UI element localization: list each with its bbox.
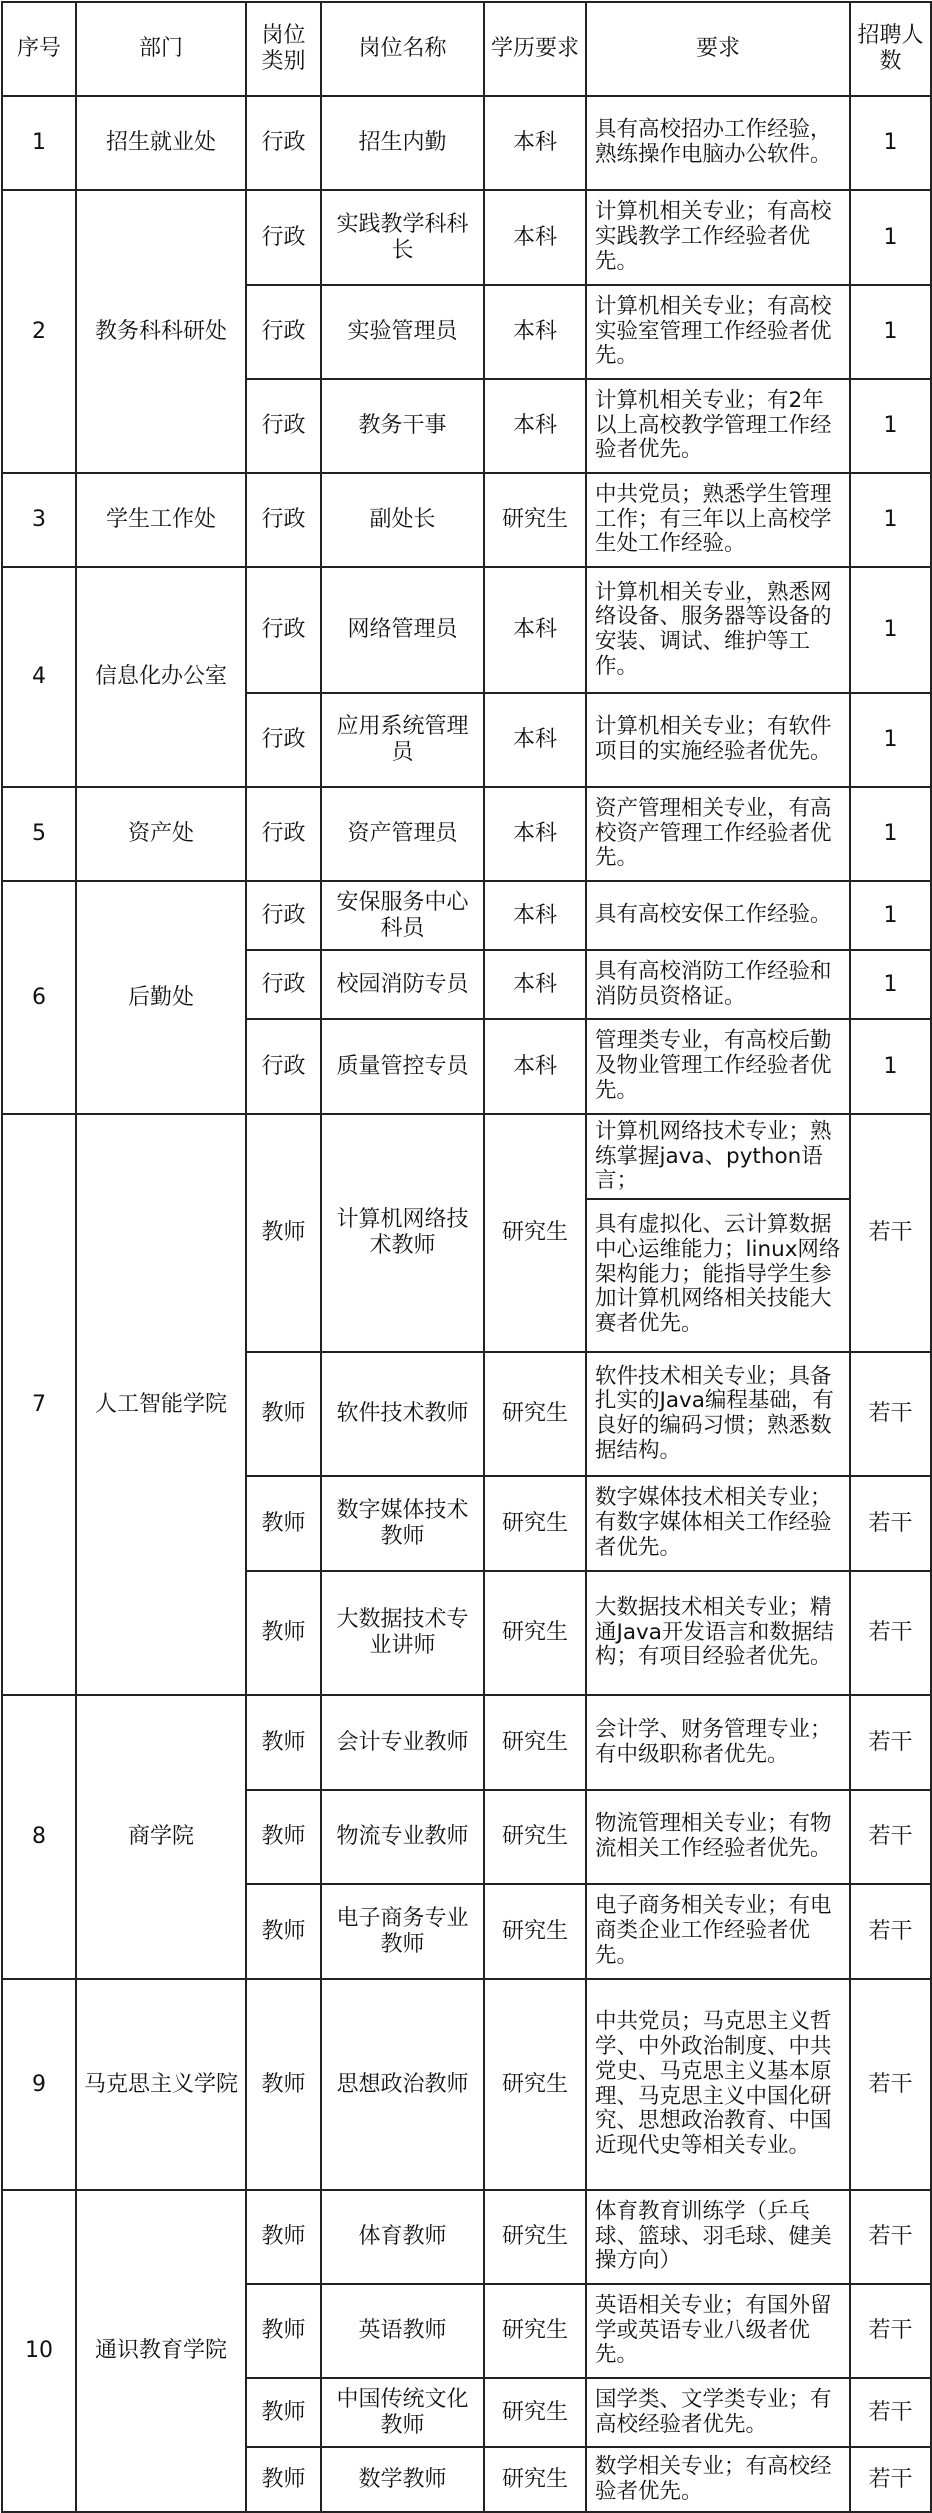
cell-category: 教师 [246, 2284, 321, 2378]
cell-position-name: 软件技术教师 [321, 1352, 484, 1476]
cell-headcount: 1 [850, 379, 931, 473]
cell-education: 研究生 [484, 2284, 586, 2378]
page [0, 1, 932, 2512]
cell-headcount: 1 [850, 285, 931, 379]
cell-position-name: 质量管控专员 [321, 1019, 484, 1114]
cell-education: 研究生 [484, 1884, 586, 1979]
cell-position-name: 数学教师 [321, 2447, 484, 2512]
cell-position-name: 网络管理员 [321, 567, 484, 693]
cell-requirements: 计算机相关专业；有软件项目的实施经验者优先。 [586, 693, 850, 787]
cell-requirements: 英语相关专业；有国外留学或英语专业八级者优先。 [586, 2284, 850, 2378]
cell-education: 研究生 [484, 1571, 586, 1695]
cell-seq: 8 [2, 1695, 76, 1979]
cell-dept: 通识教育学院 [76, 2190, 246, 2512]
cell-position-name: 思想政治教师 [321, 1979, 484, 2190]
cell-requirements: 物流管理相关专业；有物流相关工作经验者优先。 [586, 1790, 850, 1884]
header-category: 岗位类别 [246, 2, 321, 96]
cell-seq: 1 [2, 96, 76, 190]
cell-headcount: 若干 [850, 1695, 931, 1790]
cell-position-name: 副处长 [321, 473, 484, 567]
cell-category: 行政 [246, 190, 321, 285]
cell-education: 本科 [484, 693, 586, 787]
cell-education: 本科 [484, 950, 586, 1019]
cell-headcount: 1 [850, 473, 931, 567]
cell-category: 教师 [246, 1352, 321, 1476]
cell-seq: 3 [2, 473, 76, 567]
cell-dept: 招生就业处 [76, 96, 246, 190]
cell-education: 研究生 [484, 1114, 586, 1352]
cell-education: 研究生 [484, 2378, 586, 2447]
cell-category: 行政 [246, 1019, 321, 1114]
cell-dept: 教务科科研处 [76, 190, 246, 473]
cell-dept: 人工智能学院 [76, 1114, 246, 1695]
cell-requirements: 计算机相关专业；有高校实践教学工作经验者优先。 [586, 190, 850, 285]
cell-position-name: 电子商务专业教师 [321, 1884, 484, 1979]
cell-headcount: 1 [850, 96, 931, 190]
cell-headcount: 若干 [850, 1571, 931, 1695]
cell-position-name: 中国传统文化教师 [321, 2378, 484, 2447]
cell-education: 研究生 [484, 1352, 586, 1476]
cell-seq: 2 [2, 190, 76, 473]
cell-requirements: 电子商务相关专业；有电商类企业工作经验者优先。 [586, 1884, 850, 1979]
cell-headcount: 若干 [850, 1114, 931, 1352]
cell-education: 研究生 [484, 1790, 586, 1884]
cell-position-name: 计算机网络技术教师 [321, 1114, 484, 1352]
cell-dept: 信息化办公室 [76, 567, 246, 787]
cell-category: 教师 [246, 2447, 321, 2512]
cell-headcount: 1 [850, 881, 931, 950]
cell-category: 行政 [246, 96, 321, 190]
table-row [2, 190, 931, 285]
cell-position-name: 安保服务中心科员 [321, 881, 484, 950]
recruitment-table [1, 1, 932, 2513]
cell-category: 行政 [246, 473, 321, 567]
cell-requirements: 数学相关专业；有高校经验者优先。 [586, 2447, 850, 2512]
cell-headcount: 若干 [850, 2190, 931, 2284]
cell-requirements: 会计学、财务管理专业；有中级职称者优先。 [586, 1695, 850, 1790]
cell-education: 本科 [484, 567, 586, 693]
cell-position-name: 校园消防专员 [321, 950, 484, 1019]
cell-category: 教师 [246, 1695, 321, 1790]
cell-position-name: 实验管理员 [321, 285, 484, 379]
cell-headcount: 1 [850, 1019, 931, 1114]
header-education: 学历要求 [484, 2, 586, 96]
cell-headcount: 1 [850, 693, 931, 787]
requirements-part-abilities: 具有虚拟化、云计算数据中心运维能力；linux网络架构能力；能指导学生参加计算机网络相关技能大赛者优先。 [595, 1212, 841, 1337]
cell-category: 行政 [246, 881, 321, 950]
cell-seq: 4 [2, 567, 76, 787]
cell-category: 行政 [246, 950, 321, 1019]
cell-education: 本科 [484, 881, 586, 950]
cell-requirements: 软件技术相关专业；具备扎实的Java编程基础，有良好的编码习惯；熟悉数据结构。 [586, 1352, 850, 1476]
cell-education: 本科 [484, 1019, 586, 1114]
cell-dept: 商学院 [76, 1695, 246, 1979]
table-row [2, 881, 931, 950]
table-row [2, 1114, 931, 1352]
table-row [2, 1695, 931, 1790]
cell-requirements: 中共党员；马克思主义哲学、中外政治制度、中共党史、马克思主义基本原理、马克思主义中国化研究、思想政治教育、中国近现代史等相关专业。 [586, 1979, 850, 2190]
cell-education: 研究生 [484, 1979, 586, 2190]
cell-category: 教师 [246, 1114, 321, 1352]
cell-education: 本科 [484, 787, 586, 881]
cell-category: 教师 [246, 1884, 321, 1979]
cell-position-name: 物流专业教师 [321, 1790, 484, 1884]
header-position-name: 岗位名称 [321, 2, 484, 96]
cell-position-name: 资产管理员 [321, 787, 484, 881]
cell-dept: 资产处 [76, 787, 246, 881]
cell-seq: 10 [2, 2190, 76, 2512]
cell-category: 教师 [246, 1476, 321, 1571]
cell-education: 研究生 [484, 2190, 586, 2284]
cell-education: 本科 [484, 190, 586, 285]
cell-headcount: 若干 [850, 1790, 931, 1884]
cell-requirements: 资产管理相关专业，有高校资产管理工作经验者优先。 [586, 787, 850, 881]
cell-category: 教师 [246, 1979, 321, 2190]
cell-education: 本科 [484, 379, 586, 473]
cell-position-name: 大数据技术专业讲师 [321, 1571, 484, 1695]
cell-headcount: 若干 [850, 2378, 931, 2447]
cell-requirements: 大数据技术相关专业；精通Java开发语言和数据结构；有项目经验者优先。 [586, 1571, 850, 1695]
cell-education: 本科 [484, 285, 586, 379]
cell-requirements: 具有高校消防工作经验和消防员资格证。 [586, 950, 850, 1019]
cell-requirements: 具有高校招办工作经验，熟练操作电脑办公软件。 [586, 96, 850, 190]
table-row [2, 1979, 931, 2190]
cell-position-name: 招生内勤 [321, 96, 484, 190]
cell-requirements: 中共党员；熟悉学生管理工作；有三年以上高校学生处工作经验。 [586, 473, 850, 567]
cell-category: 行政 [246, 787, 321, 881]
cell-seq: 9 [2, 1979, 76, 2190]
cell-dept: 学生工作处 [76, 473, 246, 567]
table-row [2, 567, 931, 693]
header-headcount: 招聘人数 [850, 2, 931, 96]
cell-headcount: 1 [850, 567, 931, 693]
cell-headcount: 若干 [850, 2447, 931, 2512]
cell-requirements: 计算机相关专业；有高校实验室管理工作经验者优先。 [586, 285, 850, 379]
cell-seq: 5 [2, 787, 76, 881]
header-seq: 序号 [2, 2, 76, 96]
cell-education: 研究生 [484, 1476, 586, 1571]
cell-category: 教师 [246, 2378, 321, 2447]
cell-headcount: 1 [850, 950, 931, 1019]
cell-category: 教师 [246, 1571, 321, 1695]
requirements-part-skills: 计算机网络技术专业；熟练掌握java、python语言； [587, 1116, 849, 1200]
cell-position-name: 实践教学科科长 [321, 190, 484, 285]
cell-category: 行政 [246, 379, 321, 473]
cell-education: 研究生 [484, 2447, 586, 2512]
cell-category: 行政 [246, 693, 321, 787]
cell-requirements: 国学类、文学类专业；有高校经验者优先。 [586, 2378, 850, 2447]
cell-headcount: 若干 [850, 1476, 931, 1571]
cell-headcount: 若干 [850, 2284, 931, 2378]
cell-requirements: 计算机相关专业；有2年以上高校教学管理工作经验者优先。 [586, 379, 850, 473]
table-row [2, 2190, 931, 2284]
cell-headcount: 1 [850, 190, 931, 285]
cell-position-name: 体育教师 [321, 2190, 484, 2284]
cell-requirements [586, 1114, 850, 1352]
cell-position-name: 教务干事 [321, 379, 484, 473]
header-row [2, 2, 931, 96]
cell-education: 本科 [484, 96, 586, 190]
cell-education: 研究生 [484, 473, 586, 567]
cell-headcount: 若干 [850, 1884, 931, 1979]
cell-headcount: 若干 [850, 1979, 931, 2190]
cell-headcount: 若干 [850, 1352, 931, 1476]
cell-requirements: 管理类专业，有高校后勤及物业管理工作经验者优先。 [586, 1019, 850, 1114]
cell-position-name: 英语教师 [321, 2284, 484, 2378]
cell-dept: 后勤处 [76, 881, 246, 1114]
table-row [2, 787, 931, 881]
cell-dept: 马克思主义学院 [76, 1979, 246, 2190]
header-requirements: 要求 [586, 2, 850, 96]
cell-category: 教师 [246, 1790, 321, 1884]
cell-category: 教师 [246, 2190, 321, 2284]
cell-seq: 7 [2, 1114, 76, 1695]
cell-education: 研究生 [484, 1695, 586, 1790]
cell-headcount: 1 [850, 787, 931, 881]
cell-requirements: 数字媒体技术相关专业；有数字媒体相关工作经验者优先。 [586, 1476, 850, 1571]
header-dept: 部门 [76, 2, 246, 96]
cell-requirements: 具有高校安保工作经验。 [586, 881, 850, 950]
cell-requirements: 计算机相关专业，熟悉网络设备、服务器等设备的安装、调试、维护等工作。 [586, 567, 850, 693]
cell-position-name: 数字媒体技术教师 [321, 1476, 484, 1571]
table-row [2, 473, 931, 567]
table-row [2, 96, 931, 190]
cell-requirements: 体育教育训练学（乒乓球、篮球、羽毛球、健美操方向） [586, 2190, 850, 2284]
cell-category: 行政 [246, 567, 321, 693]
cell-position-name: 会计专业教师 [321, 1695, 484, 1790]
cell-position-name: 应用系统管理员 [321, 693, 484, 787]
cell-seq: 6 [2, 881, 76, 1114]
cell-category: 行政 [246, 285, 321, 379]
